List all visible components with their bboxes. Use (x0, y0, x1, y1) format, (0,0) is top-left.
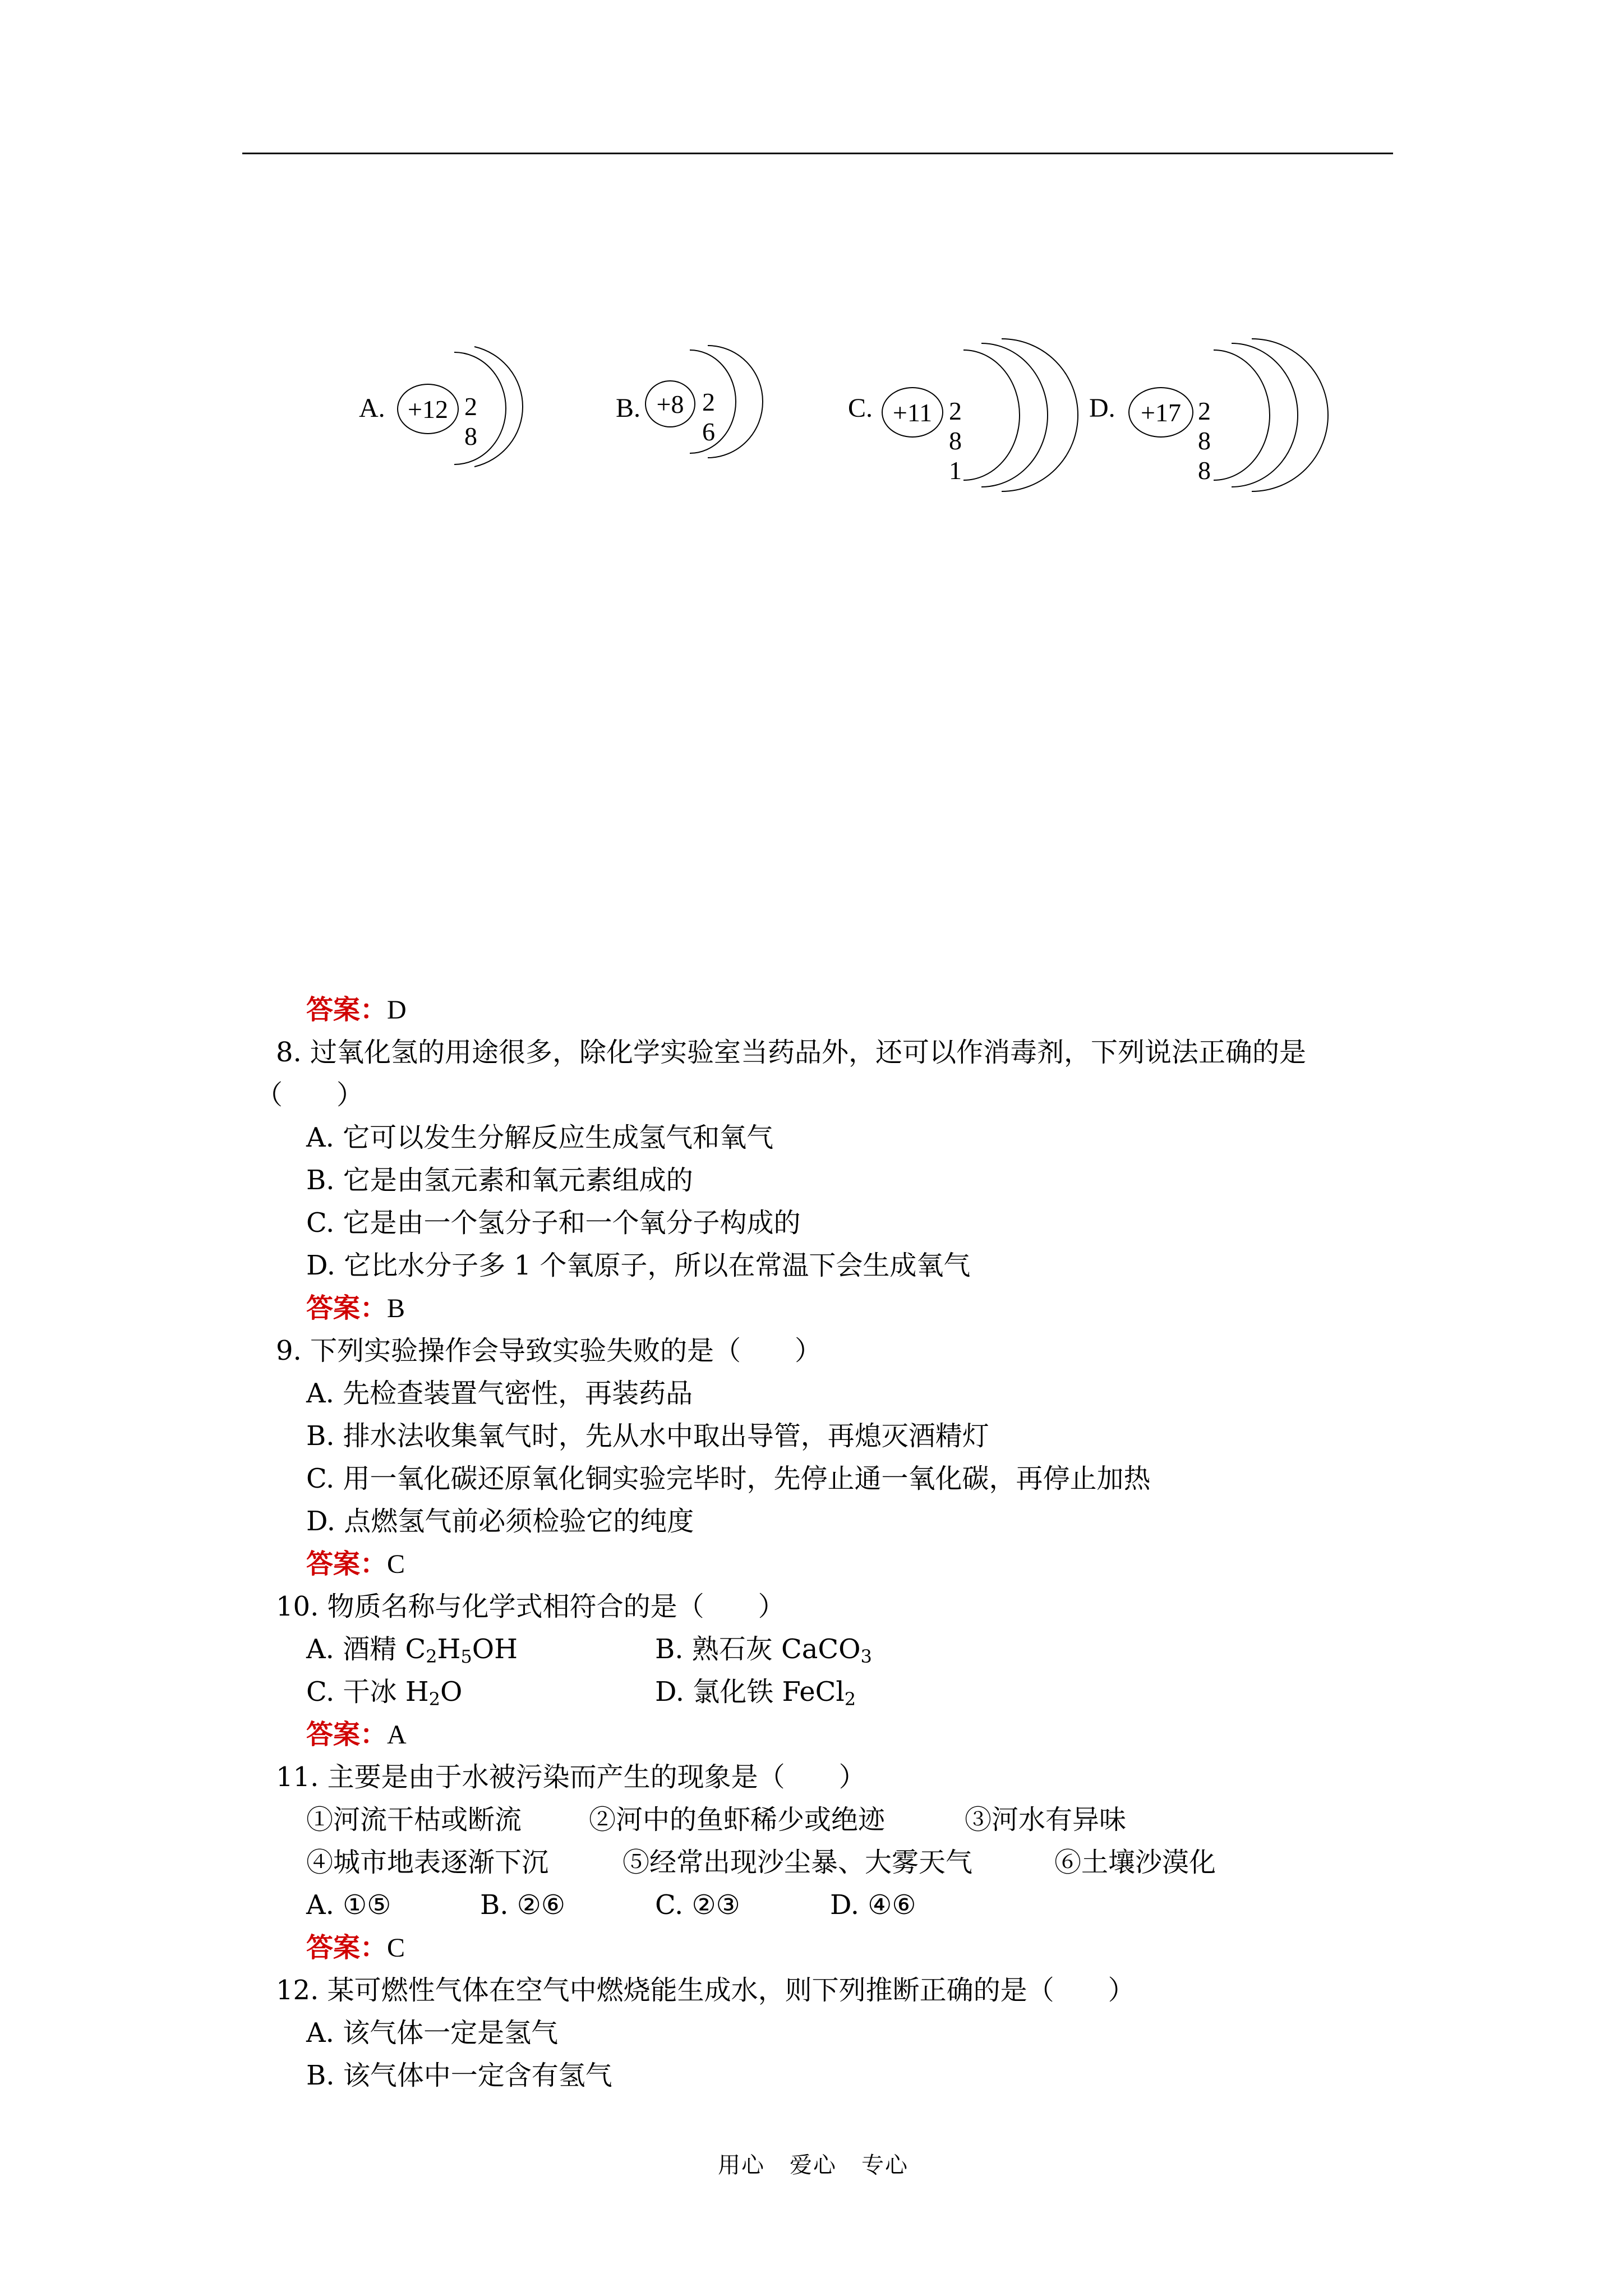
shell-arcs (393, 342, 538, 471)
question-9-option-d: D. 点燃氢气前必须检验它的纯度 (306, 1506, 694, 1537)
shell-arcs (645, 343, 751, 461)
question-11-item-4: ④城市地表逐渐下沉 (306, 1847, 549, 1878)
answer-label: 答案： (306, 1932, 388, 1963)
question-11-option-c: C. ②③ (655, 1889, 740, 1921)
nucleus: +11 (882, 387, 943, 438)
subscript: 5 (460, 1646, 472, 1667)
answer-label: 答案： (306, 1548, 388, 1580)
question-12-option-b: B. 该气体中一定含有氢气 (306, 2060, 612, 2091)
question-10-option-c (306, 1676, 463, 1710)
question-10-option-a (306, 1634, 518, 1667)
question-8-option-c: C. 它是由一个氢分子和一个氧分子构成的 (306, 1207, 801, 1239)
answer-label: 答案： (306, 994, 388, 1025)
formula-text: OH (472, 1634, 518, 1665)
nucleus: +12 (397, 384, 459, 434)
nucleus: +8 (645, 380, 695, 427)
answer-value: A (387, 1720, 407, 1750)
question-11-option-b: B. ②⑥ (480, 1889, 565, 1921)
footer-word: 专心 (861, 2152, 909, 2178)
answer-value: C (387, 1549, 405, 1579)
answer-line-q10 (306, 1721, 407, 1749)
answer-value: C (387, 1933, 405, 1963)
shell-arcs (892, 337, 1060, 494)
question-12-option-a: A. 该气体一定是氢气 (306, 2017, 559, 2049)
subscript: 3 (860, 1646, 872, 1667)
formula-text: C. 干冰 H (306, 1676, 429, 1708)
electron-shells: 2 8 (464, 392, 477, 450)
answer-line-q9 (306, 1550, 405, 1578)
shell-arcs (1142, 337, 1310, 494)
footer-word: 爱心 (790, 2152, 837, 2178)
question-9-option-a: A. 先检查装置气密性，再装药品 (306, 1378, 693, 1409)
question-11-option-a: A. ①⑤ (306, 1889, 391, 1921)
answer-value: B (387, 1294, 405, 1323)
formula-text: A. 酒精 C (306, 1634, 426, 1665)
formula-text: H (437, 1634, 461, 1665)
answer-line-q7 (306, 996, 407, 1024)
nucleus: +17 (1128, 387, 1193, 438)
electron-shells: 2 8 8 (1198, 397, 1211, 485)
question-8-option-a: A. 它可以发生分解反应生成氢气和氧气 (306, 1122, 774, 1153)
question-10-option-b (655, 1634, 872, 1667)
question-11-item-5: ⑤经常出现沙尘暴、大雾天气 (623, 1847, 973, 1878)
option-letter: B. (616, 393, 641, 423)
question-8-stem: 8. 过氧化氢的用途很多，除化学实验室当药品外，还可以作消毒剂，下列说法正确的是 (276, 1037, 1307, 1068)
question-11-option-d: D. ④⑥ (830, 1889, 916, 1921)
electron-shells: 2 8 1 (949, 397, 962, 485)
answer-value: D (387, 995, 407, 1025)
option-letter: A. (359, 393, 385, 423)
subscript: 2 (428, 1688, 441, 1710)
page-footer (718, 2147, 933, 2179)
question-9-option-b: B. 排水法收集氧气时，先从水中取出导管，再熄灭酒精灯 (306, 1420, 989, 1452)
question-11-item-6: ⑥土壤沙漠化 (1054, 1847, 1216, 1878)
question-9-option-c: C. 用一氧化碳还原氧化铜实验完毕时，先停止通一氧化碳，再停止加热 (306, 1463, 1151, 1494)
header-rule (242, 153, 1393, 154)
option-letter: D. (1089, 393, 1115, 423)
footer-word: 用心 (718, 2152, 765, 2178)
subscript: 2 (844, 1688, 856, 1710)
question-10-option-d (655, 1676, 856, 1710)
formula-text: O (440, 1676, 463, 1708)
answer-line-q11 (306, 1934, 405, 1962)
answer-label: 答案： (306, 1292, 388, 1324)
answer-label: 答案： (306, 1719, 388, 1750)
question-8-option-d: D. 它比水分子多 1 个氧原子，所以在常温下会生成氧气 (306, 1250, 971, 1281)
formula-text: D. 氯化铁 FeCl (655, 1676, 845, 1708)
question-12-stem: 12. 某可燃性气体在空气中燃烧能生成水，则下列推断正确的是（ ） (276, 1975, 1135, 2006)
question-10-stem: 10. 物质名称与化学式相符合的是（ ） (276, 1591, 785, 1622)
formula-text: B. 熟石灰 CaCO (655, 1634, 861, 1665)
question-8-paren: （ ） (256, 1079, 364, 1111)
electron-shells: 2 6 (702, 388, 715, 446)
question-8-option-b: B. 它是由氢元素和氧元素组成的 (306, 1165, 693, 1196)
question-11-item-2: ②河中的鱼虾稀少或绝迹 (589, 1804, 886, 1835)
question-11-item-1: ①河流干枯或断流 (306, 1804, 522, 1835)
question-11-stem: 11. 主要是由于水被污染而产生的现象是（ ） (276, 1761, 866, 1793)
question-9-stem: 9. 下列实验操作会导致实验失败的是（ ） (276, 1335, 822, 1366)
option-letter: C. (848, 393, 873, 423)
subscript: 2 (426, 1646, 437, 1667)
question-11-item-3: ③河水有异味 (965, 1804, 1127, 1835)
answer-line-q8 (306, 1292, 405, 1324)
